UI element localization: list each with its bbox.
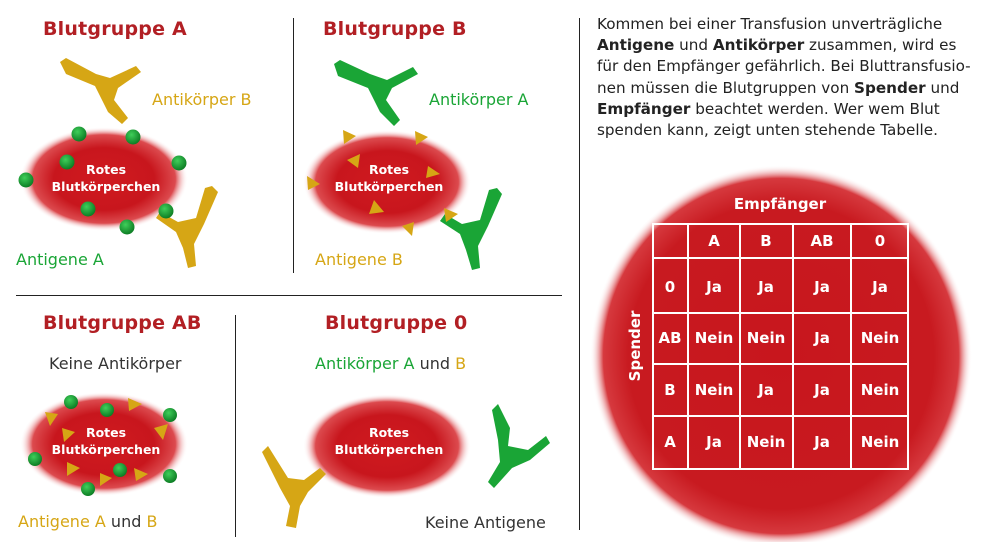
recipient-label: Empfänger: [733, 195, 827, 213]
table-cell: Ja: [872, 278, 888, 296]
paragraph-text: beachtet werden. Wer wem Blut spenden kann, zeigt unten stehende Tabelle.: [597, 99, 940, 140]
antibody-label-and: und: [419, 354, 451, 373]
table-column-header: 0: [874, 232, 886, 250]
cell-label-line2: Blutkörperchen: [51, 442, 161, 457]
cell-label-line2: Blutkörperchen: [334, 179, 444, 194]
donor-label: Spender: [626, 310, 644, 382]
table-cell: Nein: [746, 329, 786, 347]
table-cell: Ja: [814, 329, 830, 347]
table-cell: Ja: [706, 433, 722, 451]
table-cell: Ja: [814, 381, 830, 399]
group-a-antibody-label: Antikörper B: [152, 90, 252, 109]
antigen-label-and: und: [110, 512, 142, 531]
group-ab-antigen-label: [18, 512, 157, 531]
group-b-title: Blutgruppe B: [323, 18, 467, 40]
divider-horizontal: [16, 295, 562, 296]
group-a-antigen-label: Antigene A: [16, 250, 104, 269]
paragraph-bold: Antigene: [597, 36, 675, 55]
table-column-header: AB: [810, 232, 834, 250]
table-cell: Ja: [814, 433, 830, 451]
antigen-label-part1: Antigene A: [18, 512, 106, 531]
table-cell: Ja: [814, 278, 830, 296]
group-b-antigen-label: Antigene B: [315, 250, 403, 269]
cell-label-line1: Rotes: [368, 425, 410, 440]
paragraph-text: und: [679, 36, 709, 55]
info-paragraph: [597, 14, 977, 141]
table-cell: Nein: [694, 381, 734, 399]
antibody-label-part1: Antikörper A: [315, 354, 415, 373]
cell-label-line1: Rotes: [368, 162, 410, 177]
table-row-header: A: [664, 433, 676, 451]
group-o-antibody-label: [315, 354, 466, 373]
cell-label-line1: Rotes: [85, 425, 127, 440]
table-column-header: B: [760, 232, 772, 250]
table-cell: Nein: [746, 433, 786, 451]
divider-vertical-right: [579, 18, 580, 530]
group-o-title: Blutgruppe 0: [325, 312, 468, 334]
table-column-header: A: [708, 232, 720, 250]
antibody-label-part2: B: [455, 354, 467, 373]
antigen-label-part2: B: [146, 512, 158, 531]
paragraph-bold: Spender: [854, 78, 926, 97]
cell-label-line2: Blutkörperchen: [51, 179, 161, 194]
cell-label-line1: Rotes: [85, 162, 127, 177]
paragraph-text: und: [930, 78, 960, 97]
paragraph-text: zusammen, wird es für den Empfänger gefährlich. Bei Bluttransfusio-nen müssen die Blutgruppen von: [597, 36, 971, 97]
cell-label-line2: Blutkörperchen: [334, 442, 444, 457]
table-row-header: B: [664, 381, 676, 399]
table-cell: Ja: [758, 381, 774, 399]
group-ab-antibody-label: Keine Antikörper: [49, 354, 182, 373]
paragraph-bold: Empfänger: [597, 99, 691, 118]
table-row-header: 0: [664, 278, 676, 296]
group-b-antibody-label: Antikörper A: [429, 90, 529, 109]
table-cell: Ja: [758, 278, 774, 296]
table-cell: Nein: [860, 329, 900, 347]
divider-vertical-top: [293, 18, 294, 273]
table-cell: Ja: [706, 278, 722, 296]
group-ab-title: Blutgruppe AB: [43, 312, 202, 334]
table-cell: Nein: [860, 433, 900, 451]
table-cell: Nein: [694, 329, 734, 347]
table-cell: Nein: [860, 381, 900, 399]
group-o-antigen-label: Keine Antigene: [425, 513, 546, 532]
paragraph-bold: Antikörper: [712, 36, 805, 55]
divider-vertical-bottom: [235, 315, 236, 537]
group-a-title: Blutgruppe A: [43, 18, 187, 40]
table-row-header: AB: [658, 329, 682, 347]
paragraph-text: Kommen bei einer Transfusion unverträgliche: [597, 15, 943, 33]
